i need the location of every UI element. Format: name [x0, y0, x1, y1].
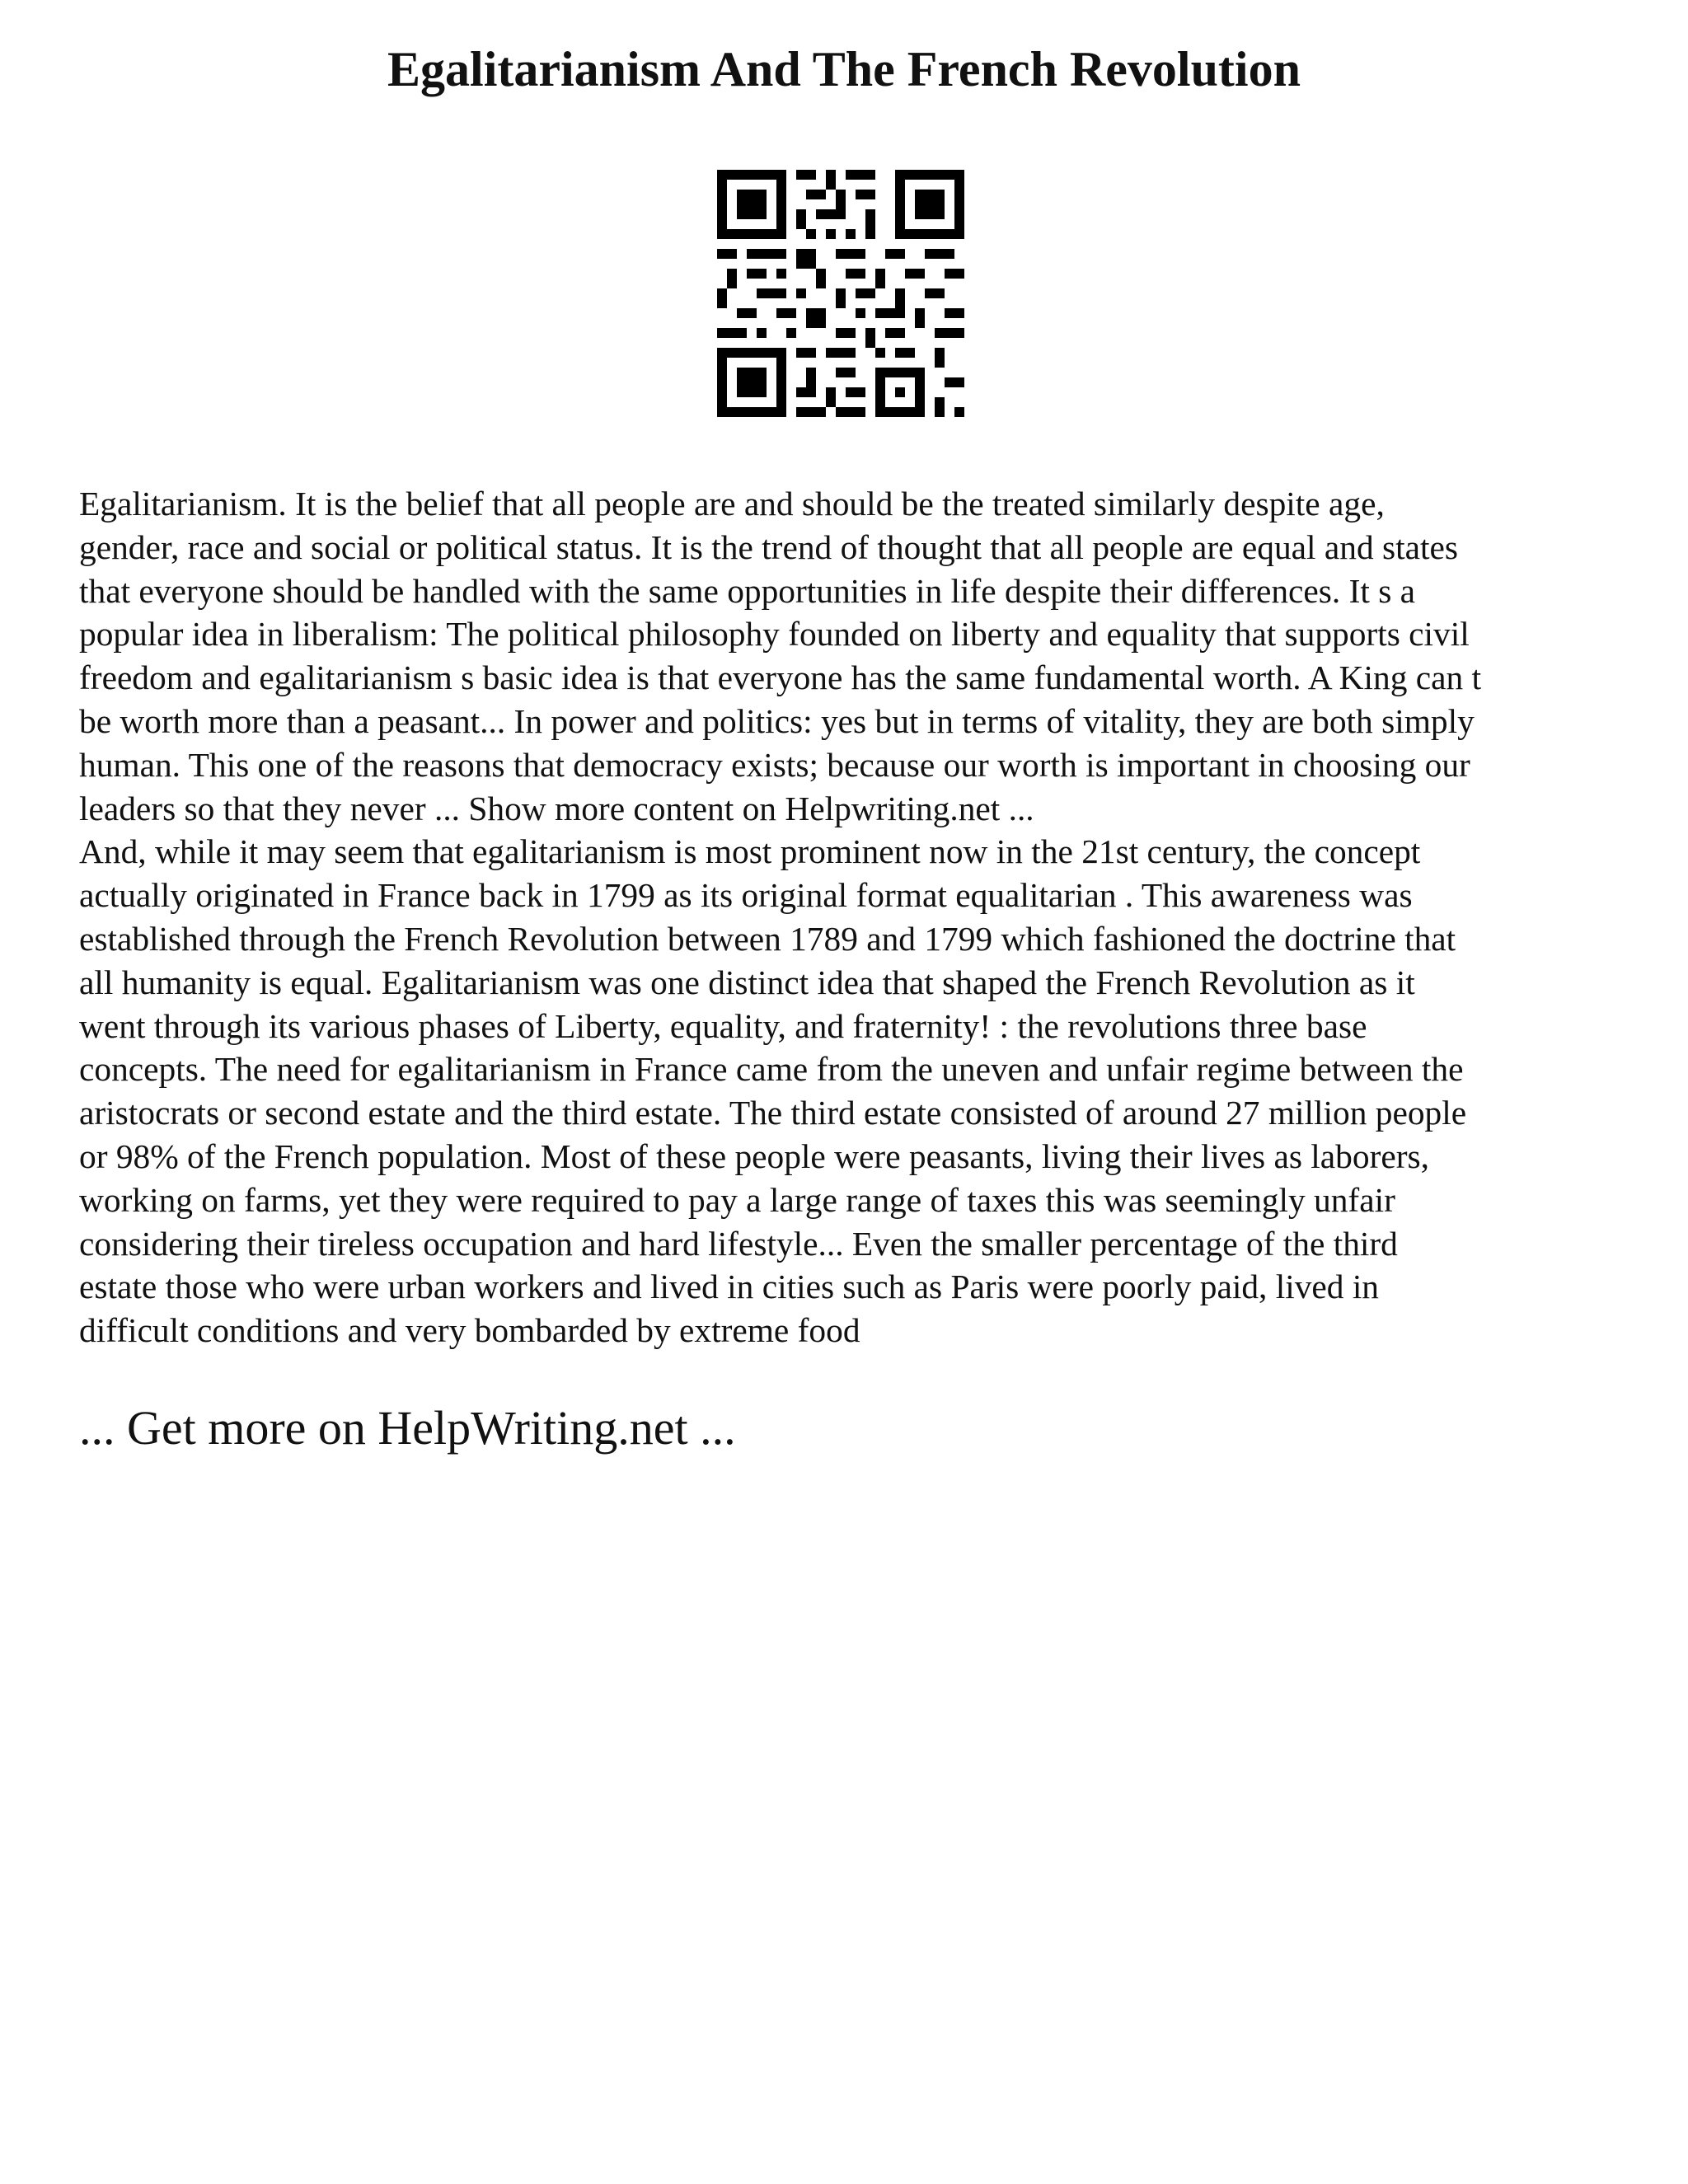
body-line: went through its various phases of Liberty, equality, and fraternity! : the revolutions three base — [79, 1006, 1367, 1045]
body-line: And, while it may seem that egalitarianism is most prominent now in the 21st century, the concept — [79, 832, 1421, 871]
body-line: concepts. The need for egalitarianism in France came from the uneven and unfair regime between the — [79, 1050, 1464, 1089]
body-line: leaders so that they never ... Show more content on Helpwriting.net ... — [79, 789, 1034, 827]
body-line: or 98% of the French population. Most of these people were peasants, living their lives as laborers, — [79, 1137, 1429, 1175]
qr-code-icon — [717, 170, 964, 417]
body-line: popular idea in liberalism: The political philosophy founded on liberty and equality that supports civil — [79, 615, 1470, 654]
body-line: working on farms, yet they were required to pay a large range of taxes this was seemingly unfair — [79, 1180, 1395, 1219]
body-line: be worth more than a peasant... In power and politics: yes but in terms of vitality, they are both simply — [79, 701, 1475, 740]
body-line: considering their tireless occupation and hard lifestyle... Even the smaller percentage of the third — [79, 1224, 1398, 1263]
document-body — [79, 482, 1629, 1352]
body-line: freedom and egalitarianism s basic idea is that everyone has the same fundamental worth. A King can t — [79, 658, 1482, 697]
body-line: actually originated in France back in 1799 as its original format equalitarian . This awareness was — [79, 876, 1413, 915]
body-line: human. This one of the reasons that democracy exists; because our worth is important in choosing our — [79, 745, 1470, 784]
body-line: all humanity is equal. Egalitarianism was one distinct idea that shaped the French Revolution as it — [79, 963, 1415, 1001]
body-line: aristocrats or second estate and the third estate. The third estate consisted of around 27 million people — [79, 1094, 1467, 1132]
body-line: estate those who were urban workers and lived in cities such as Paris were poorly paid, lived in — [79, 1268, 1380, 1306]
body-line: gender, race and social or political status. It is the trend of thought that all people are equal and states — [79, 527, 1458, 566]
body-line: that everyone should be handled with the same opportunities in life despite their differences. It s a — [79, 571, 1416, 610]
body-line: Egalitarianism. It is the belief that all people are and should be the treated similarly despite age, — [79, 485, 1385, 523]
document-title: Egalitarianism And The French Revolution — [387, 42, 1301, 96]
qr-code-graphic — [717, 170, 964, 417]
body-line: established through the French Revolution between 1789 and 1799 which fashioned the doctrine that — [79, 919, 1456, 958]
body-line: difficult conditions and very bombarded by extreme food — [79, 1311, 860, 1350]
get-more-link[interactable]: ... Get more on HelpWriting.net ... — [79, 1401, 736, 1455]
